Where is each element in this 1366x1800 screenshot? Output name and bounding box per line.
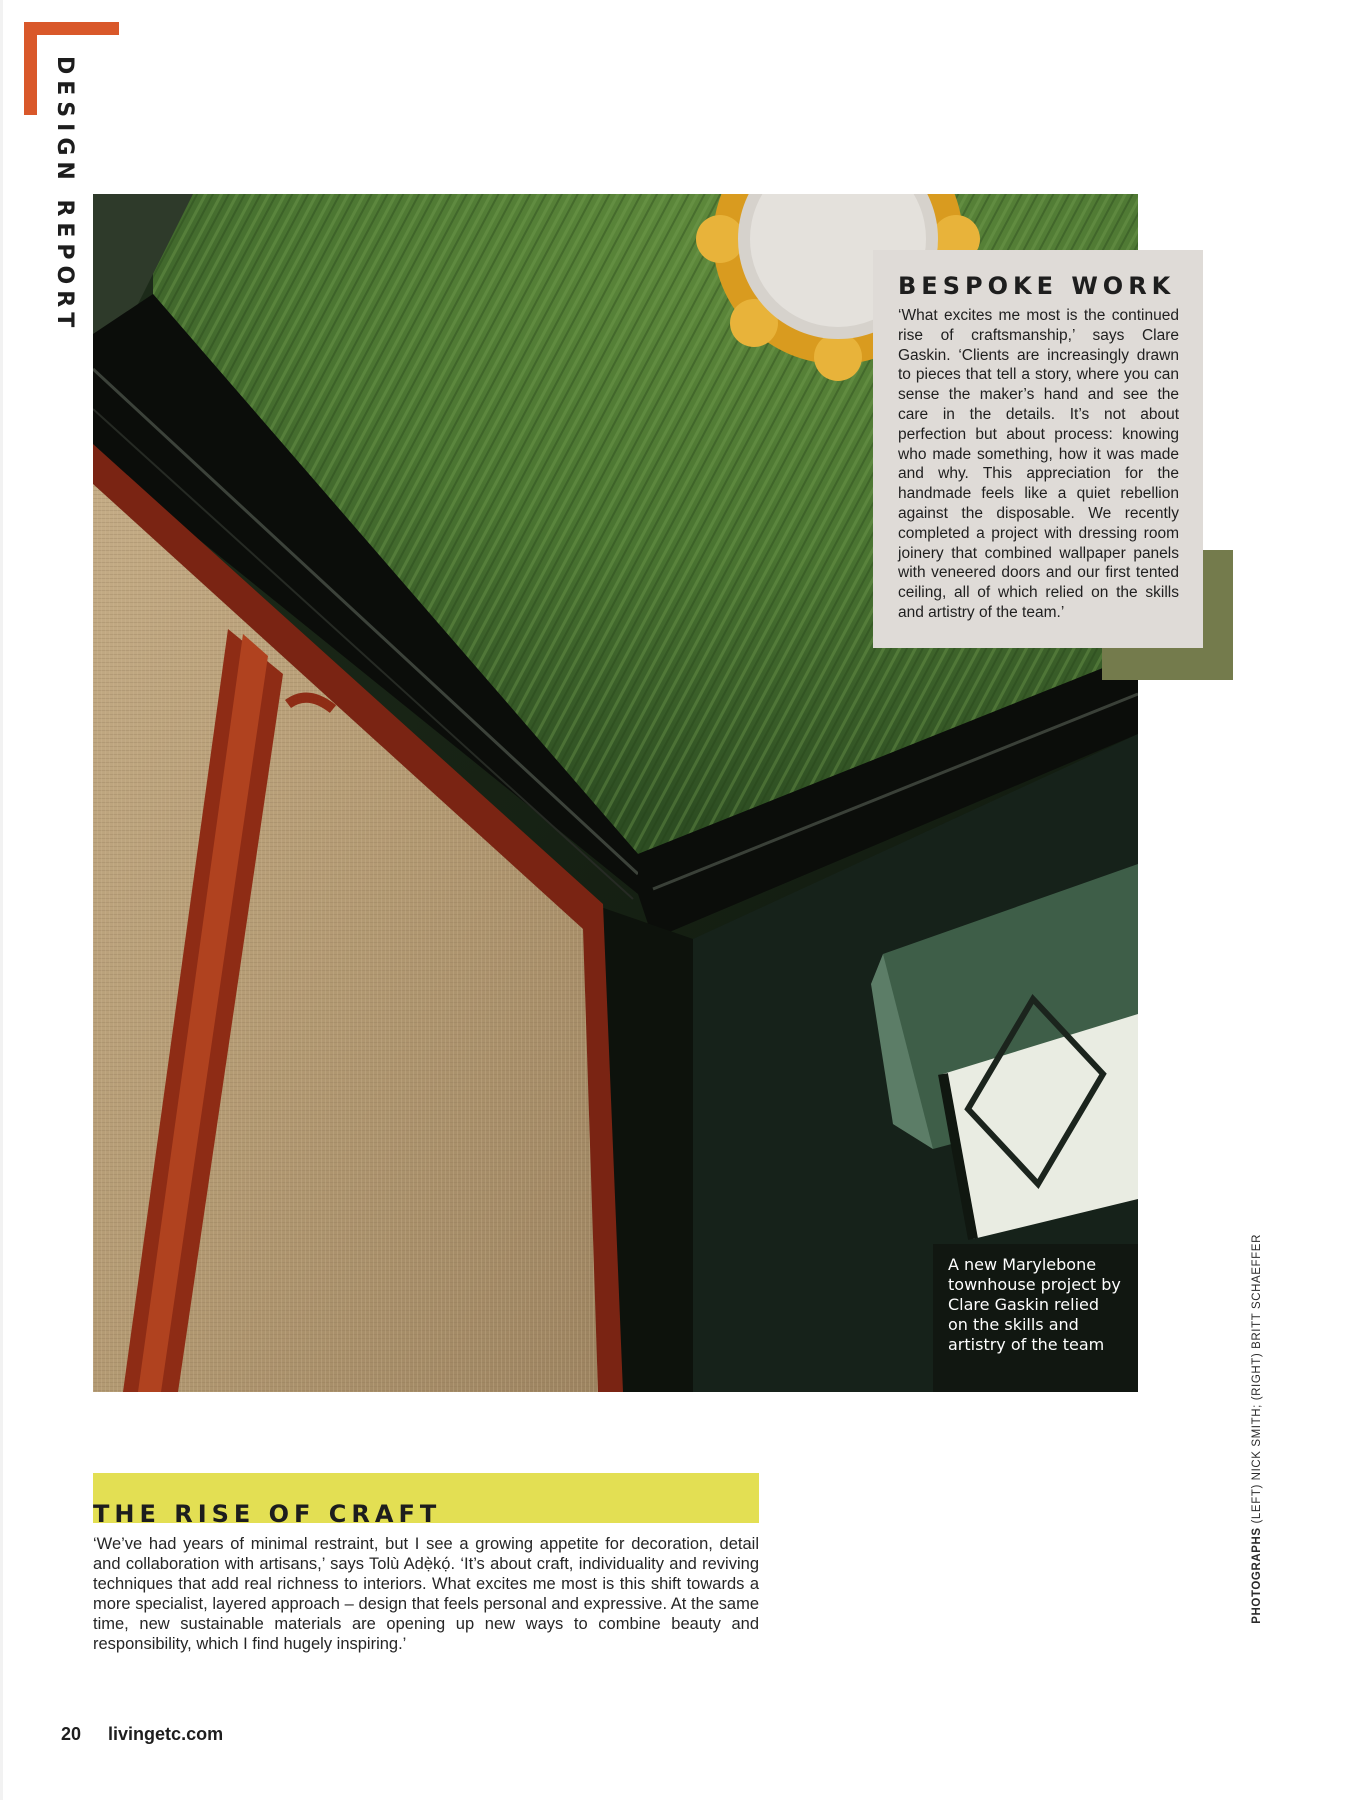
corner-accent-vertical (24, 22, 37, 115)
photo-credit-label: PHOTOGRAPHS (1251, 1527, 1263, 1624)
photo-credit-names: (LEFT) NICK SMITH; (RIGHT) BRITT SCHAEFFER (1251, 1234, 1263, 1528)
page-footer (61, 1724, 223, 1745)
site-link[interactable]: livingetc.com (108, 1724, 224, 1744)
rise-of-craft-heading: THE RISE OF CRAFT (93, 1500, 442, 1528)
photo-credit (1251, 1234, 1263, 1624)
corner-accent-horizontal (24, 22, 119, 35)
rise-of-craft-text: ‘We’ve had years of minimal restraint, but I see a growing appetite for decoration, detail and collaboration with artisans,’ says Tolù Adẹ̀kọ́. ‘It’s about craft, individuality and reviving techniques that add real richness to interiors. What excites me most is this shift towards a more specialist, layered approach – design that feels personal and expressive. At the same time, new sustainable materials are opening up new ways to combine beauty and responsibility, which I find hugely inspiring.’ (93, 1535, 759, 1653)
page-number: 20 (61, 1724, 82, 1744)
bespoke-work-heading: BESPOKE WORK (898, 272, 1176, 300)
page-edge (0, 0, 3, 1800)
bespoke-work-text: ‘What excites me most is the continued rise of craftsmanship,’ says Clare Gaskin. ‘Clients are increasingly drawn to pieces that tell a story, where you can sense the maker’s hand and see the care in the details. It’s not about perfection but about process: knowing who made something, how it was made and why. This appreciation for the handmade feels like a quiet rebellion against the disposable. We recently completed a project with dressing room joinery that combined wallpaper panels with veneered doors and our first tented ceiling, all of which relied on the skills and artistry of the team.’ (898, 307, 1179, 621)
section-label: DESIGN REPORT (52, 56, 77, 334)
photo-caption: A new Marylebone townhouse project by Clare Gaskin relied on the skills and artistry of the team (948, 1255, 1121, 1354)
bespoke-work-box (873, 250, 1203, 648)
